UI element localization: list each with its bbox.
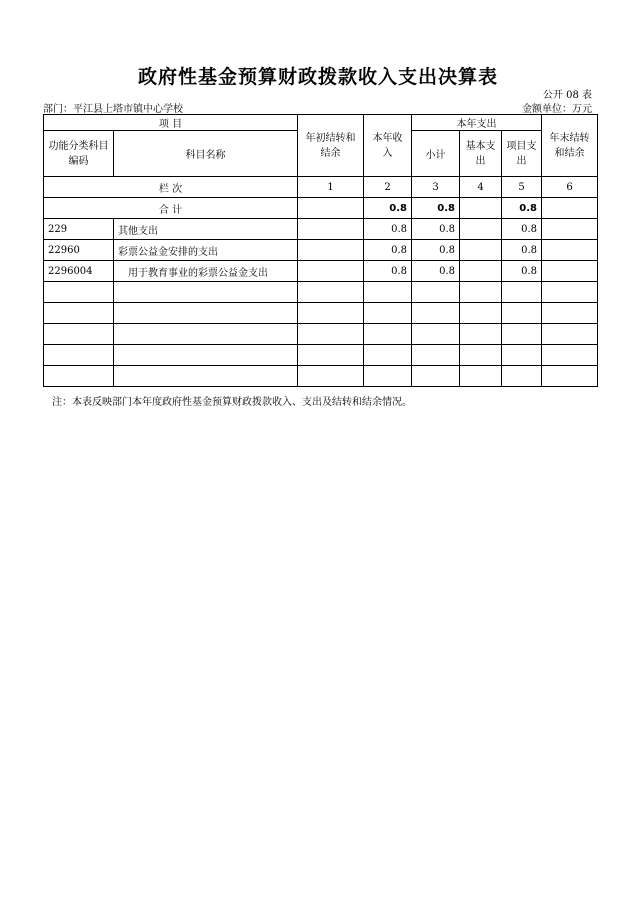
row-project: 0.8 bbox=[502, 219, 542, 240]
row-begin bbox=[298, 324, 364, 345]
row-project: 0.8 bbox=[502, 240, 542, 261]
row-basic bbox=[460, 324, 502, 345]
row-code: 2296004 bbox=[44, 261, 114, 282]
row-basic bbox=[460, 366, 502, 387]
row-end bbox=[542, 219, 598, 240]
row-name bbox=[114, 345, 298, 366]
amount-unit-label: 金额单位：万元 bbox=[522, 104, 592, 115]
row-code: 229 bbox=[44, 219, 114, 240]
row-name bbox=[114, 324, 298, 345]
row-begin bbox=[298, 219, 364, 240]
department-label: 部门：平江县上塔市镇中心学校 bbox=[43, 104, 183, 115]
row-project: 0.8 bbox=[502, 261, 542, 282]
column-number-label: 栏 次 bbox=[44, 177, 298, 198]
row-name bbox=[114, 303, 298, 324]
row-subtotal: 0.8 bbox=[412, 261, 460, 282]
row-income bbox=[364, 345, 412, 366]
row-end bbox=[542, 366, 598, 387]
header-row-1 bbox=[44, 115, 598, 131]
row-end bbox=[542, 345, 598, 366]
header-code: 功能分类科目编码 bbox=[44, 131, 114, 177]
total-label: 合 计 bbox=[44, 198, 298, 219]
row-project bbox=[502, 303, 542, 324]
row-basic bbox=[460, 261, 502, 282]
row-income bbox=[364, 324, 412, 345]
row-subtotal bbox=[412, 324, 460, 345]
column-number: 5 bbox=[502, 177, 542, 198]
row-subtotal: 0.8 bbox=[412, 219, 460, 240]
header-basic: 基本支出 bbox=[460, 131, 502, 177]
column-number: 4 bbox=[460, 177, 502, 198]
row-end bbox=[542, 324, 598, 345]
table-row bbox=[44, 261, 598, 282]
total-project: 0.8 bbox=[502, 198, 542, 219]
row-basic bbox=[460, 345, 502, 366]
row-end bbox=[542, 282, 598, 303]
table-row bbox=[44, 366, 598, 387]
header-subtotal: 小计 bbox=[412, 131, 460, 177]
row-code bbox=[44, 366, 114, 387]
row-begin bbox=[298, 261, 364, 282]
total-subtotal: 0.8 bbox=[412, 198, 460, 219]
row-end bbox=[542, 261, 598, 282]
row-name bbox=[114, 366, 298, 387]
row-income: 0.8 bbox=[364, 261, 412, 282]
header-end-balance: 年末结转和结余 bbox=[542, 115, 598, 177]
total-income: 0.8 bbox=[364, 198, 412, 219]
row-begin bbox=[298, 282, 364, 303]
header-expense-group: 本年支出 bbox=[412, 115, 542, 131]
row-begin bbox=[298, 345, 364, 366]
row-project bbox=[502, 345, 542, 366]
fund-budget-table bbox=[43, 114, 598, 387]
row-basic bbox=[460, 219, 502, 240]
total-end bbox=[542, 198, 598, 219]
row-income bbox=[364, 282, 412, 303]
table-row bbox=[44, 345, 598, 366]
column-number: 2 bbox=[364, 177, 412, 198]
column-number: 3 bbox=[412, 177, 460, 198]
row-subtotal bbox=[412, 282, 460, 303]
row-income: 0.8 bbox=[364, 240, 412, 261]
form-number: 公开 08 表 bbox=[542, 90, 592, 101]
row-project bbox=[502, 366, 542, 387]
report-title: 政府性基金预算财政拨款收入支出决算表 bbox=[137, 66, 498, 88]
row-name: 其他支出 bbox=[114, 219, 298, 240]
row-income bbox=[364, 366, 412, 387]
table-row bbox=[44, 324, 598, 345]
header-name: 科目名称 bbox=[114, 131, 298, 177]
row-subtotal bbox=[412, 345, 460, 366]
table-row bbox=[44, 240, 598, 261]
row-name bbox=[114, 282, 298, 303]
header-begin-balance: 年初结转和结余 bbox=[298, 115, 364, 177]
row-code bbox=[44, 303, 114, 324]
row-begin bbox=[298, 366, 364, 387]
total-row bbox=[44, 198, 598, 219]
row-income bbox=[364, 303, 412, 324]
row-project bbox=[502, 282, 542, 303]
row-begin bbox=[298, 303, 364, 324]
row-name: 彩票公益金安排的支出 bbox=[114, 240, 298, 261]
row-subtotal: 0.8 bbox=[412, 240, 460, 261]
row-code bbox=[44, 345, 114, 366]
total-basic bbox=[460, 198, 502, 219]
header-project: 项目支出 bbox=[502, 131, 542, 177]
row-code: 22960 bbox=[44, 240, 114, 261]
row-project bbox=[502, 324, 542, 345]
row-end bbox=[542, 240, 598, 261]
header-income: 本年收入 bbox=[364, 115, 412, 177]
row-basic bbox=[460, 303, 502, 324]
row-code bbox=[44, 282, 114, 303]
row-code bbox=[44, 324, 114, 345]
row-end bbox=[542, 303, 598, 324]
column-number: 1 bbox=[298, 177, 364, 198]
row-subtotal bbox=[412, 303, 460, 324]
column-number-row bbox=[44, 177, 598, 198]
footnote: 注：本表反映部门本年度政府性基金预算财政拨款收入、支出及结转和结余情况。 bbox=[52, 397, 412, 408]
row-subtotal bbox=[412, 366, 460, 387]
row-basic bbox=[460, 282, 502, 303]
row-begin bbox=[298, 240, 364, 261]
table-row bbox=[44, 282, 598, 303]
total-begin bbox=[298, 198, 364, 219]
row-income: 0.8 bbox=[364, 219, 412, 240]
table-row bbox=[44, 303, 598, 324]
header-item: 项 目 bbox=[44, 115, 298, 131]
row-name: 用于教育事业的彩票公益金支出 bbox=[114, 261, 298, 282]
column-number: 6 bbox=[542, 177, 598, 198]
table-row bbox=[44, 219, 598, 240]
row-basic bbox=[460, 240, 502, 261]
